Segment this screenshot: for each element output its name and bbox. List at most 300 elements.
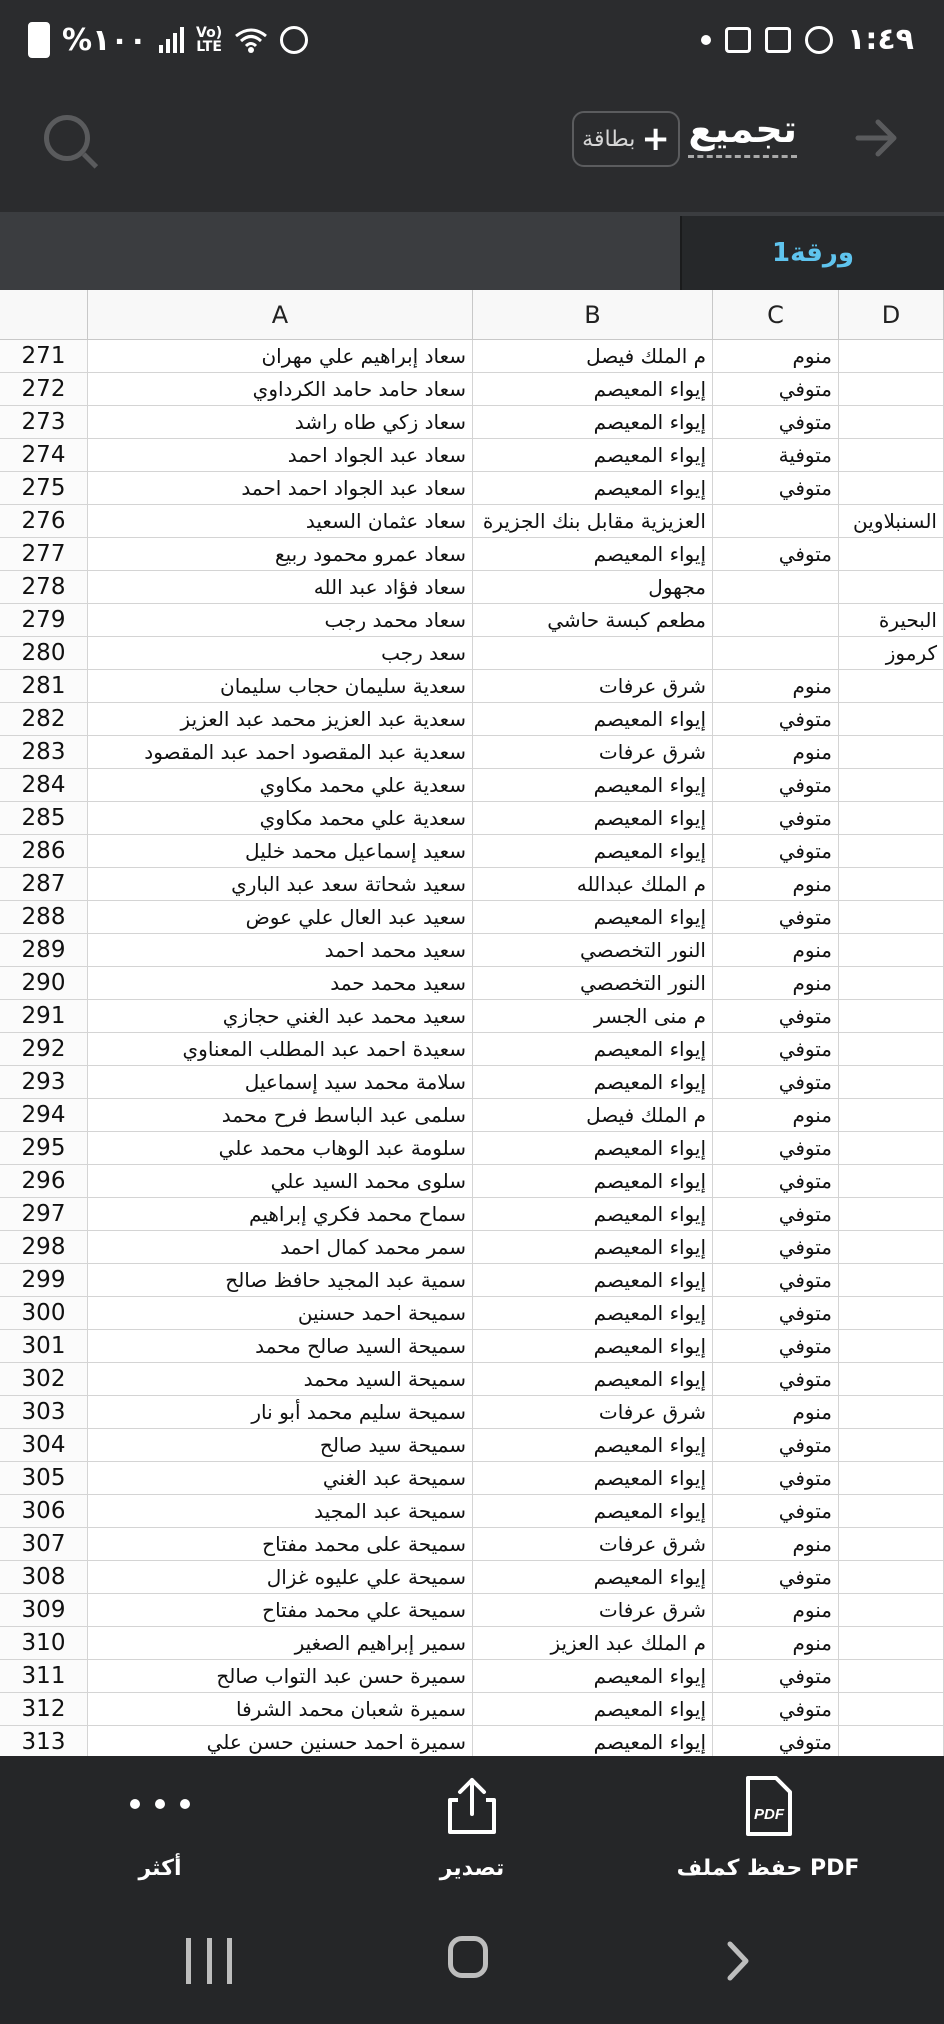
table-row bbox=[0, 538, 944, 571]
cell-region[interactable] bbox=[839, 1528, 944, 1561]
table-row bbox=[0, 868, 944, 901]
cell-name[interactable]: سمير إبراهيم الصغير bbox=[88, 1627, 473, 1660]
cell-name[interactable]: سعيد عبد العال علي عوض bbox=[88, 901, 473, 934]
cell-name[interactable]: سعدية عبد العزيز محمد عبد العزيز bbox=[88, 703, 473, 736]
cell-location[interactable]: إيواء المعيصم bbox=[473, 1462, 713, 1495]
cell-location[interactable]: إيواء المعيصم bbox=[473, 1297, 713, 1330]
cell-region[interactable] bbox=[839, 1198, 944, 1231]
row-number[interactable]: 284 bbox=[0, 769, 88, 802]
cell-location[interactable]: شرق عرفات bbox=[473, 670, 713, 703]
cell-name[interactable]: سميحة عبد الغني bbox=[88, 1462, 473, 1495]
cell-status[interactable]: متوفي bbox=[713, 901, 839, 934]
row-number[interactable]: 282 bbox=[0, 703, 88, 736]
cell-location[interactable]: مطعم كبسة حاشي bbox=[473, 604, 713, 637]
share-export-icon bbox=[444, 1774, 500, 1836]
row-number[interactable]: 305 bbox=[0, 1462, 88, 1495]
cell-location[interactable]: إيواء المعيصم bbox=[473, 1693, 713, 1726]
more-dots-icon bbox=[125, 1794, 195, 1814]
table-row bbox=[0, 340, 944, 373]
table-row bbox=[0, 1033, 944, 1066]
cell-status[interactable]: منوم bbox=[713, 1528, 839, 1561]
cell-status[interactable]: متوفي bbox=[713, 1495, 839, 1528]
cell-region[interactable] bbox=[839, 736, 944, 769]
export-label: تصدير bbox=[439, 1856, 505, 1881]
cell-name[interactable]: سميحة علي محمد مفتاح bbox=[88, 1594, 473, 1627]
cell-region[interactable] bbox=[839, 1297, 944, 1330]
table-row bbox=[0, 1726, 944, 1756]
cell-name[interactable]: سعيد إسماعيل محمد خليل bbox=[88, 835, 473, 868]
row-number[interactable]: 312 bbox=[0, 1693, 88, 1726]
table-row bbox=[0, 1528, 944, 1561]
cell-name[interactable]: سعدية عبد المقصود احمد عبد المقصود bbox=[88, 736, 473, 769]
pdf-icon bbox=[740, 1776, 796, 1838]
row-number[interactable]: 278 bbox=[0, 571, 88, 604]
cell-name[interactable]: سمر محمد كمال احمد bbox=[88, 1231, 473, 1264]
cell-status[interactable] bbox=[713, 637, 839, 670]
cell-name[interactable]: سعيد محمد احمد bbox=[88, 934, 473, 967]
cell-name[interactable]: سميرة احمد حسنين حسن علي bbox=[88, 1726, 473, 1756]
cell-name[interactable]: سلامة محمد سيد إسماعيل bbox=[88, 1066, 473, 1099]
cell-location[interactable]: إيواء المعيصم bbox=[473, 472, 713, 505]
cell-status[interactable]: منوم bbox=[713, 1099, 839, 1132]
cell-name[interactable]: سعد رجب bbox=[88, 637, 473, 670]
cell-location[interactable]: إيواء المعيصم bbox=[473, 802, 713, 835]
cell-status[interactable]: متوفي bbox=[713, 1132, 839, 1165]
cell-region[interactable] bbox=[839, 1429, 944, 1462]
table-row bbox=[0, 1429, 944, 1462]
row-number[interactable]: 307 bbox=[0, 1528, 88, 1561]
cell-region[interactable] bbox=[839, 1363, 944, 1396]
cell-location[interactable]: إيواء المعيصم bbox=[473, 835, 713, 868]
column-header-b[interactable]: B bbox=[473, 290, 713, 340]
table-row bbox=[0, 1627, 944, 1660]
table-row bbox=[0, 1198, 944, 1231]
cell-location[interactable]: إيواء المعيصم bbox=[473, 769, 713, 802]
cell-region[interactable] bbox=[839, 1660, 944, 1693]
save-as-pdf-label: حفظ كملف PDF bbox=[676, 1856, 860, 1881]
cell-region[interactable]: كرموز bbox=[839, 637, 944, 670]
card-button-label: بطاقة bbox=[582, 126, 636, 152]
cell-status[interactable]: منوم bbox=[713, 1396, 839, 1429]
cell-name[interactable]: سماح محمد فكري إبراهيم bbox=[88, 1198, 473, 1231]
cell-status[interactable]: متوفي bbox=[713, 1066, 839, 1099]
cell-location[interactable]: إيواء المعيصم bbox=[473, 538, 713, 571]
cell-location[interactable]: إيواء المعيصم bbox=[473, 1561, 713, 1594]
back-arrow-icon[interactable] bbox=[854, 115, 900, 161]
plus-icon: + bbox=[641, 119, 670, 159]
cell-region[interactable] bbox=[839, 1132, 944, 1165]
row-number[interactable]: 304 bbox=[0, 1429, 88, 1462]
table-row bbox=[0, 835, 944, 868]
row-number[interactable]: 281 bbox=[0, 670, 88, 703]
cell-name[interactable]: سميحة السيد محمد bbox=[88, 1363, 473, 1396]
table-row bbox=[0, 736, 944, 769]
cell-location[interactable]: العزيزية مقابل بنك الجزيرة bbox=[473, 505, 713, 538]
row-number[interactable]: 310 bbox=[0, 1627, 88, 1660]
row-number[interactable]: 298 bbox=[0, 1231, 88, 1264]
cell-status[interactable]: متوفي bbox=[713, 1330, 839, 1363]
cell-name[interactable]: سعاد زكي طاه راشد bbox=[88, 406, 473, 439]
cell-name[interactable]: سمية عبد المجيد حافظ صالح bbox=[88, 1264, 473, 1297]
cell-location[interactable]: إيواء المعيصم bbox=[473, 1165, 713, 1198]
cell-name[interactable]: سميحة عبد المجيد bbox=[88, 1495, 473, 1528]
cell-region[interactable] bbox=[839, 1099, 944, 1132]
row-number[interactable]: 311 bbox=[0, 1660, 88, 1693]
cell-location[interactable]: إيواء المعيصم bbox=[473, 1231, 713, 1264]
cell-region[interactable] bbox=[839, 439, 944, 472]
row-number[interactable]: 285 bbox=[0, 802, 88, 835]
row-number[interactable]: 301 bbox=[0, 1330, 88, 1363]
cell-location[interactable]: إيواء المعيصم bbox=[473, 1495, 713, 1528]
table-row bbox=[0, 769, 944, 802]
cell-status[interactable]: متوفي bbox=[713, 1198, 839, 1231]
table-row bbox=[0, 373, 944, 406]
document-title[interactable]: تجميع bbox=[688, 107, 797, 158]
cell-status[interactable]: متوفي bbox=[713, 1231, 839, 1264]
cell-status[interactable] bbox=[713, 604, 839, 637]
cell-region[interactable] bbox=[839, 571, 944, 604]
table-row bbox=[0, 802, 944, 835]
status-bar bbox=[0, 0, 944, 88]
table-row bbox=[0, 1594, 944, 1627]
app-header-bar bbox=[0, 0, 944, 212]
cell-region[interactable] bbox=[839, 835, 944, 868]
cell-location[interactable]: إيواء المعيصم bbox=[473, 373, 713, 406]
cell-name[interactable]: سعاد عمرو محمود ربيع bbox=[88, 538, 473, 571]
cell-region[interactable] bbox=[839, 1495, 944, 1528]
status-left-group bbox=[28, 22, 308, 58]
cell-region[interactable] bbox=[839, 340, 944, 373]
cell-name[interactable]: سلمى عبد الباسط فرح محمد bbox=[88, 1099, 473, 1132]
cell-location[interactable]: إيواء المعيصم bbox=[473, 1429, 713, 1462]
cell-status[interactable] bbox=[713, 505, 839, 538]
row-number[interactable]: 300 bbox=[0, 1297, 88, 1330]
battery-icon bbox=[28, 22, 50, 58]
cell-status[interactable]: متوفي bbox=[713, 769, 839, 802]
cell-name[interactable]: سميرة شعبان محمد الشرفا bbox=[88, 1693, 473, 1726]
cell-location[interactable]: إيواء المعيصم bbox=[473, 1264, 713, 1297]
cell-location[interactable]: إيواء المعيصم bbox=[473, 1033, 713, 1066]
whatsapp-icon bbox=[805, 26, 833, 54]
table-row bbox=[0, 1660, 944, 1693]
row-number[interactable]: 313 bbox=[0, 1726, 88, 1756]
cell-status[interactable]: متوفي bbox=[713, 1462, 839, 1495]
cell-name[interactable]: سلوى محمد السيد علي bbox=[88, 1165, 473, 1198]
cell-location[interactable]: إيواء المعيصم bbox=[473, 439, 713, 472]
table-row bbox=[0, 1297, 944, 1330]
cell-region[interactable] bbox=[839, 1330, 944, 1363]
cell-name[interactable]: سعدية علي محمد مكاوي bbox=[88, 769, 473, 802]
row-number[interactable]: 294 bbox=[0, 1099, 88, 1132]
bottom-toolbar bbox=[0, 1756, 944, 1908]
cell-status[interactable]: متوفي bbox=[713, 802, 839, 835]
cell-location[interactable] bbox=[473, 637, 713, 670]
table-row bbox=[0, 1561, 944, 1594]
row-number[interactable]: 296 bbox=[0, 1165, 88, 1198]
cell-status[interactable] bbox=[713, 571, 839, 604]
cell-region[interactable] bbox=[839, 1165, 944, 1198]
cell-region[interactable] bbox=[839, 538, 944, 571]
cell-status[interactable]: منوم bbox=[713, 934, 839, 967]
cell-location[interactable]: م الملك فيصل bbox=[473, 1099, 713, 1132]
cell-name[interactable]: سعاد حامد حامد الكرداوي bbox=[88, 373, 473, 406]
cell-region[interactable] bbox=[839, 1231, 944, 1264]
table-row bbox=[0, 1396, 944, 1429]
cell-status[interactable]: منوم bbox=[713, 670, 839, 703]
table-row bbox=[0, 637, 944, 670]
cell-region[interactable] bbox=[839, 670, 944, 703]
cell-region[interactable] bbox=[839, 1561, 944, 1594]
row-number[interactable]: 295 bbox=[0, 1132, 88, 1165]
cell-location[interactable]: إيواء المعيصم bbox=[473, 1660, 713, 1693]
export-button[interactable] bbox=[362, 1774, 582, 1894]
row-number[interactable]: 293 bbox=[0, 1066, 88, 1099]
package-icon bbox=[725, 27, 751, 53]
system-nav-bar bbox=[0, 1908, 944, 2024]
row-number[interactable]: 279 bbox=[0, 604, 88, 637]
cell-region[interactable] bbox=[839, 901, 944, 934]
cell-name[interactable]: سعاد عثمان السعيد bbox=[88, 505, 473, 538]
cell-status[interactable]: متوفي bbox=[713, 1561, 839, 1594]
cell-location[interactable]: شرق عرفات bbox=[473, 1594, 713, 1627]
row-number[interactable]: 274 bbox=[0, 439, 88, 472]
row-number[interactable]: 271 bbox=[0, 340, 88, 373]
table-row bbox=[0, 967, 944, 1000]
cell-region[interactable] bbox=[839, 373, 944, 406]
cell-status[interactable]: متوفي bbox=[713, 1693, 839, 1726]
row-number[interactable]: 272 bbox=[0, 373, 88, 406]
row-number[interactable]: 288 bbox=[0, 901, 88, 934]
cell-name[interactable]: سميحة السيد صالح محمد bbox=[88, 1330, 473, 1363]
cell-name[interactable]: سميحة علي عليوه غزال bbox=[88, 1561, 473, 1594]
cell-region[interactable] bbox=[839, 472, 944, 505]
cell-region[interactable] bbox=[839, 1033, 944, 1066]
cell-location[interactable]: م الملك عبد العزيز bbox=[473, 1627, 713, 1660]
chevron-right-icon[interactable] bbox=[718, 1938, 758, 1984]
cell-status[interactable]: منوم bbox=[713, 340, 839, 373]
cell-region[interactable] bbox=[839, 1066, 944, 1099]
row-number[interactable]: 275 bbox=[0, 472, 88, 505]
row-number[interactable]: 273 bbox=[0, 406, 88, 439]
signal-icon bbox=[159, 27, 184, 53]
cell-status[interactable]: متوفي bbox=[713, 1297, 839, 1330]
cell-status[interactable]: متوفية bbox=[713, 439, 839, 472]
more-button[interactable] bbox=[50, 1774, 270, 1894]
cell-name[interactable]: سميرة حسن عبد التواب صالح bbox=[88, 1660, 473, 1693]
status-right-group bbox=[701, 22, 914, 57]
cell-status[interactable]: متوفي bbox=[713, 538, 839, 571]
cell-name[interactable]: سميحة سيد صالح bbox=[88, 1429, 473, 1462]
cell-location[interactable]: م الملك عبدالله bbox=[473, 868, 713, 901]
cell-name[interactable]: سعاد إبراهيم علي مهران bbox=[88, 340, 473, 373]
cell-location[interactable]: إيواء المعيصم bbox=[473, 703, 713, 736]
cell-status[interactable]: متوفي bbox=[713, 1363, 839, 1396]
table-row bbox=[0, 406, 944, 439]
cell-status[interactable]: متوفي bbox=[713, 1033, 839, 1066]
cell-location[interactable]: إيواء المعيصم bbox=[473, 1330, 713, 1363]
row-number[interactable]: 303 bbox=[0, 1396, 88, 1429]
column-header-a[interactable]: A bbox=[88, 290, 473, 340]
table-row bbox=[0, 703, 944, 736]
save-as-pdf-button[interactable] bbox=[658, 1774, 878, 1894]
gallery-icon bbox=[765, 27, 791, 53]
cell-region[interactable] bbox=[839, 1264, 944, 1297]
row-number[interactable]: 290 bbox=[0, 967, 88, 1000]
cell-status[interactable]: متوفي bbox=[713, 1726, 839, 1756]
cell-status[interactable]: متوفي bbox=[713, 373, 839, 406]
cell-location[interactable]: النور التخصصي bbox=[473, 934, 713, 967]
cell-name[interactable]: سميحة على محمد مفتاح bbox=[88, 1528, 473, 1561]
wifi-icon bbox=[234, 26, 268, 54]
table-row bbox=[0, 1165, 944, 1198]
cell-region[interactable] bbox=[839, 1627, 944, 1660]
cell-status[interactable]: متوفي bbox=[713, 703, 839, 736]
cell-status[interactable]: متوفي bbox=[713, 406, 839, 439]
table-row bbox=[0, 1462, 944, 1495]
row-number[interactable]: 292 bbox=[0, 1033, 88, 1066]
cell-status[interactable]: متوفي bbox=[713, 472, 839, 505]
cell-location[interactable]: شرق عرفات bbox=[473, 736, 713, 769]
row-number[interactable]: 309 bbox=[0, 1594, 88, 1627]
volte-indicator bbox=[196, 26, 222, 54]
cell-region[interactable] bbox=[839, 1396, 944, 1429]
corner-header[interactable] bbox=[0, 290, 88, 340]
more-label: أكثر bbox=[138, 1856, 182, 1881]
cell-region[interactable] bbox=[839, 1693, 944, 1726]
row-number[interactable]: 286 bbox=[0, 835, 88, 868]
table-row bbox=[0, 934, 944, 967]
status-time: ١:٤٩ bbox=[847, 22, 914, 57]
cell-region[interactable] bbox=[839, 868, 944, 901]
cell-status[interactable]: متوفي bbox=[713, 1000, 839, 1033]
cell-name[interactable]: سعيد شحاتة سعد عبد الباري bbox=[88, 868, 473, 901]
row-number[interactable]: 280 bbox=[0, 637, 88, 670]
row-number[interactable]: 291 bbox=[0, 1000, 88, 1033]
cell-location[interactable]: إيواء المعيصم bbox=[473, 1198, 713, 1231]
cell-name[interactable]: سميحة احمد حسنين bbox=[88, 1297, 473, 1330]
cell-status[interactable]: منوم bbox=[713, 967, 839, 1000]
pdf-icon-text: PDF bbox=[754, 1806, 784, 1823]
cell-name[interactable]: سلومة عبد الوهاب محمد علي bbox=[88, 1132, 473, 1165]
volte-bottom: LTE bbox=[196, 39, 222, 55]
cell-location[interactable]: مجهول bbox=[473, 571, 713, 604]
cell-status[interactable]: منوم bbox=[713, 868, 839, 901]
row-number[interactable]: 289 bbox=[0, 934, 88, 967]
row-number[interactable]: 283 bbox=[0, 736, 88, 769]
cell-name[interactable]: سعاد عبد الجواد احمد احمد bbox=[88, 472, 473, 505]
cell-location[interactable]: إيواء المعيصم bbox=[473, 406, 713, 439]
row-number[interactable]: 299 bbox=[0, 1264, 88, 1297]
cell-status[interactable]: منوم bbox=[713, 1627, 839, 1660]
table-row bbox=[0, 505, 944, 538]
search-icon[interactable] bbox=[44, 115, 90, 161]
cell-name[interactable]: سعيد محمد عبد الغني حجازي bbox=[88, 1000, 473, 1033]
table-row bbox=[0, 670, 944, 703]
cell-region[interactable] bbox=[839, 406, 944, 439]
cell-status[interactable]: متوفي bbox=[713, 835, 839, 868]
column-header-d[interactable]: D bbox=[839, 290, 944, 340]
cell-region[interactable]: السنبلاوين bbox=[839, 505, 944, 538]
alarm-icon bbox=[280, 26, 308, 54]
cell-name[interactable]: سعدية سليمان حجاب سليمان bbox=[88, 670, 473, 703]
cell-region[interactable] bbox=[839, 802, 944, 835]
battery-level: %١٠٠ bbox=[62, 22, 147, 58]
cell-name[interactable]: سعيد محمد حمد bbox=[88, 967, 473, 1000]
row-number[interactable]: 297 bbox=[0, 1198, 88, 1231]
cell-region[interactable] bbox=[839, 934, 944, 967]
table-row bbox=[0, 1099, 944, 1132]
add-card-button[interactable] bbox=[572, 111, 680, 167]
cell-status[interactable]: متوفي bbox=[713, 1264, 839, 1297]
cell-name[interactable]: سعاد محمد رجب bbox=[88, 604, 473, 637]
home-icon[interactable] bbox=[448, 1936, 488, 1978]
sheet-tab-bar bbox=[0, 212, 944, 290]
cell-status[interactable]: متوفي bbox=[713, 1660, 839, 1693]
cell-location[interactable]: إيواء المعيصم bbox=[473, 901, 713, 934]
table-row bbox=[0, 1000, 944, 1033]
toolbar-header bbox=[0, 95, 944, 185]
table-row bbox=[0, 1363, 944, 1396]
cell-region[interactable]: البحيرة bbox=[839, 604, 944, 637]
cell-status[interactable]: متوفي bbox=[713, 1165, 839, 1198]
table-row bbox=[0, 1330, 944, 1363]
cell-name[interactable]: سعيدة احمد عبد المطلب المعناوي bbox=[88, 1033, 473, 1066]
row-number[interactable]: 287 bbox=[0, 868, 88, 901]
row-number[interactable]: 302 bbox=[0, 1363, 88, 1396]
cell-name[interactable]: سعدية علي محمد مكاوي bbox=[88, 802, 473, 835]
cell-location[interactable]: النور التخصصي bbox=[473, 967, 713, 1000]
cell-status[interactable]: منوم bbox=[713, 736, 839, 769]
table-row bbox=[0, 1693, 944, 1726]
cell-location[interactable]: إيواء المعيصم bbox=[473, 1726, 713, 1756]
cell-status[interactable]: متوفي bbox=[713, 1429, 839, 1462]
cell-location[interactable]: شرق عرفات bbox=[473, 1528, 713, 1561]
table-row bbox=[0, 472, 944, 505]
cell-region[interactable] bbox=[839, 1726, 944, 1756]
row-number[interactable]: 306 bbox=[0, 1495, 88, 1528]
recent-apps-icon[interactable] bbox=[186, 1938, 232, 1984]
cell-location[interactable]: م منى الجسر bbox=[473, 1000, 713, 1033]
spreadsheet-grid[interactable] bbox=[0, 290, 944, 1756]
cell-location[interactable]: شرق عرفات bbox=[473, 1396, 713, 1429]
cell-region[interactable] bbox=[839, 769, 944, 802]
table-row bbox=[0, 1495, 944, 1528]
cell-location[interactable]: م الملك فيصل bbox=[473, 340, 713, 373]
table-row bbox=[0, 1264, 944, 1297]
table-row bbox=[0, 1132, 944, 1165]
column-header-c[interactable]: C bbox=[713, 290, 839, 340]
cell-name[interactable]: سعاد عبد الجواد احمد bbox=[88, 439, 473, 472]
cell-status[interactable]: منوم bbox=[713, 1594, 839, 1627]
cell-name[interactable]: سعاد فؤاد عبد الله bbox=[88, 571, 473, 604]
notification-dot-icon bbox=[701, 35, 711, 45]
table-row bbox=[0, 1231, 944, 1264]
cell-name[interactable]: سميحة سليم محمد أبو نار bbox=[88, 1396, 473, 1429]
cell-region[interactable] bbox=[839, 1462, 944, 1495]
row-number[interactable]: 277 bbox=[0, 538, 88, 571]
cell-location[interactable]: إيواء المعيصم bbox=[473, 1066, 713, 1099]
tab-sheet1[interactable]: ورقة1 bbox=[680, 216, 944, 290]
cell-location[interactable]: إيواء المعيصم bbox=[473, 1363, 713, 1396]
table-row bbox=[0, 604, 944, 637]
cell-region[interactable] bbox=[839, 1594, 944, 1627]
cell-region[interactable] bbox=[839, 703, 944, 736]
cell-region[interactable] bbox=[839, 967, 944, 1000]
cell-location[interactable]: إيواء المعيصم bbox=[473, 1132, 713, 1165]
row-number[interactable]: 276 bbox=[0, 505, 88, 538]
cell-region[interactable] bbox=[839, 1000, 944, 1033]
row-number[interactable]: 308 bbox=[0, 1561, 88, 1594]
